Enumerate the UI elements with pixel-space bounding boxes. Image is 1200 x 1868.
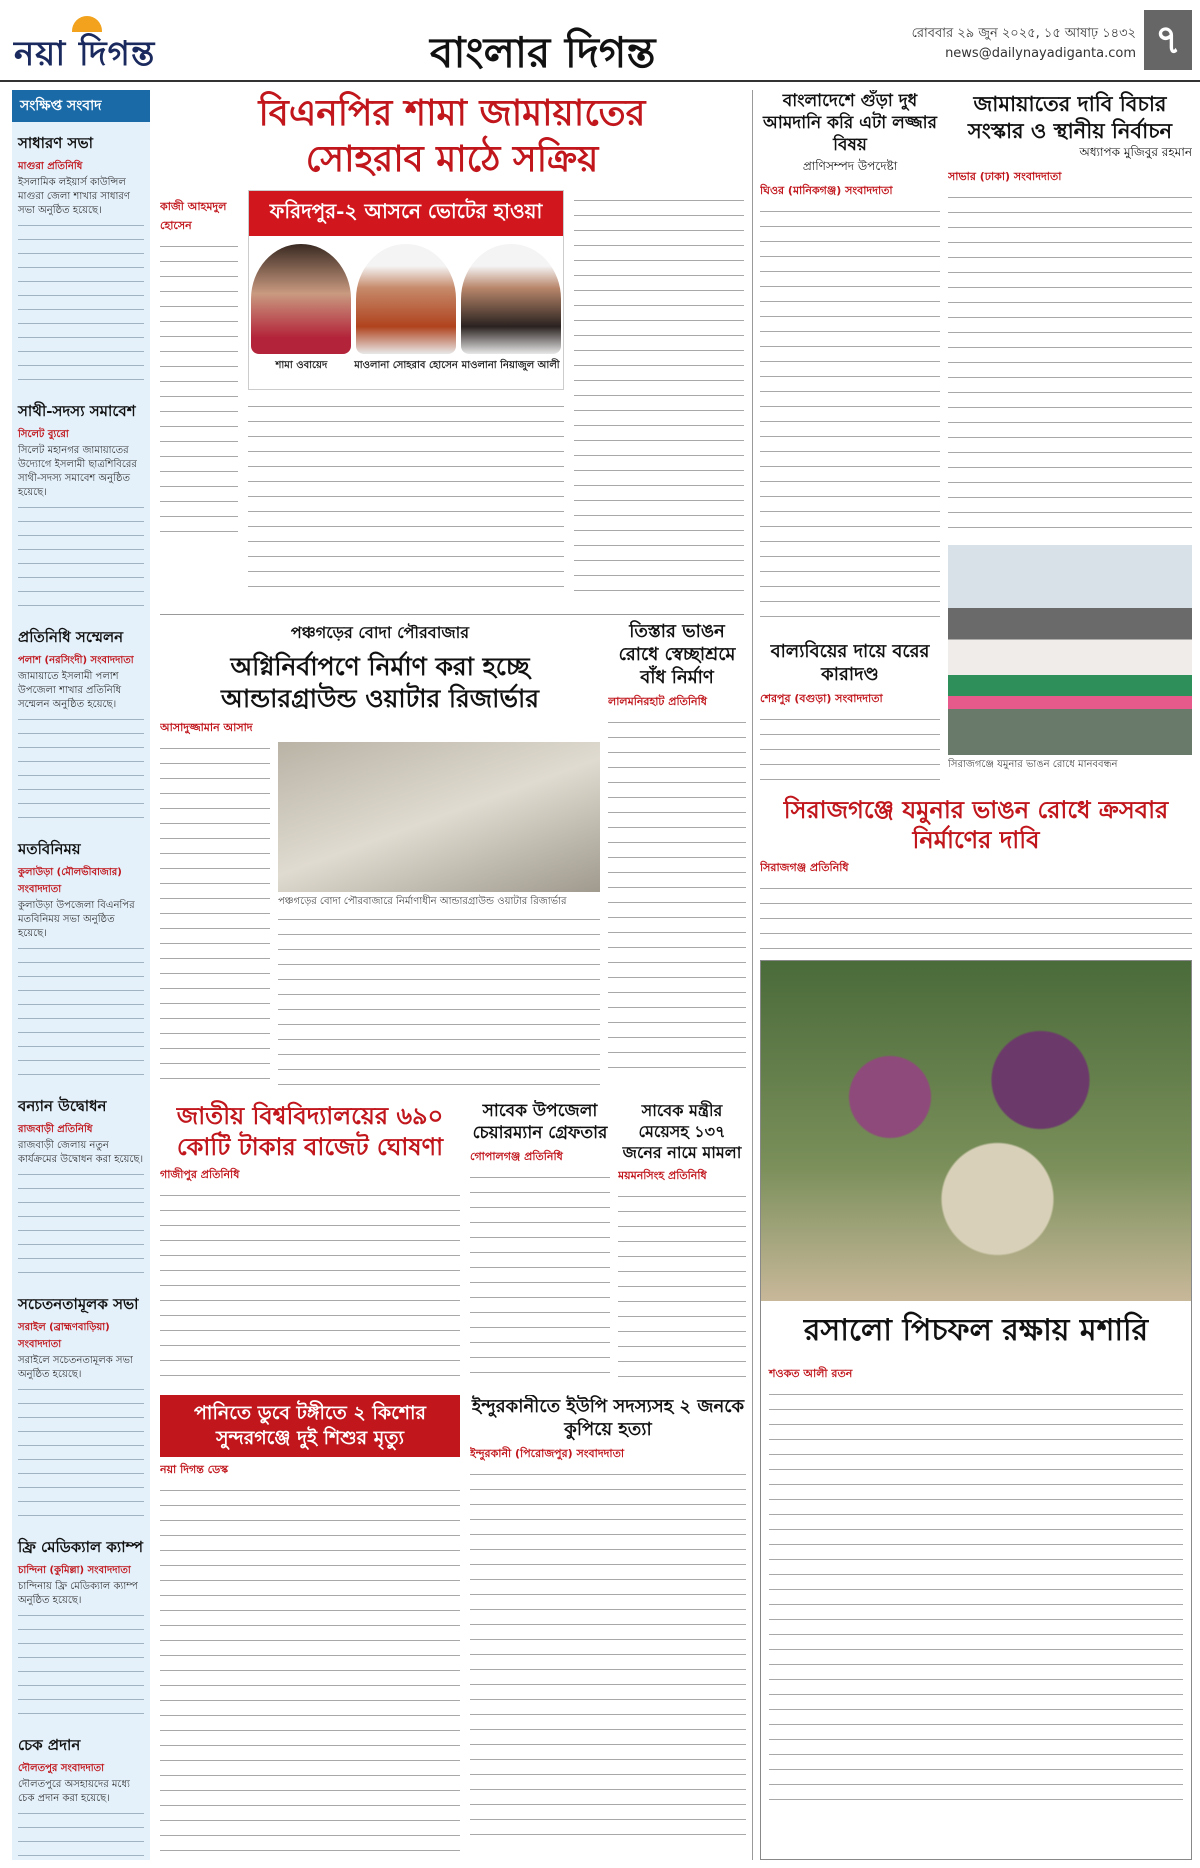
chairman-arrest-story[interactable] [470,1100,610,1390]
human-chain-photo-block[interactable] [948,545,1192,785]
jamaat-headline: জামায়াতের দাবি বিচার সংস্কার ও স্থানীয় নির্বাচন [967,91,1173,143]
candidates-graphic [248,190,564,390]
reservoir-body-text [160,742,270,1090]
brief-item[interactable] [12,1283,150,1526]
section-rule [160,614,744,615]
brief-body-lines [18,220,144,388]
stabbing-byline: ইন্দুরকানী (পিরোজপুর) সংবাদদাতা [470,1447,625,1460]
brief-item[interactable] [12,1085,150,1283]
milk-body-text [760,205,940,630]
brief-byline: রাজবাড়ী প্রতিনিধি [18,1124,93,1135]
sirajganj-story[interactable] [760,795,1192,950]
candidate-name: মাওলানা সোহরাব হোসেন [354,360,458,371]
chairman-body-text [470,1171,610,1381]
candidate-photo [356,244,456,354]
stabbing-story[interactable] [470,1395,746,1860]
masthead [0,0,1200,82]
brief-text: সিলেট মহানগর জামায়াতের উদ্যোগে ইসলামী ছাত্রশিবিরের সাথী-সদস্য সমাবেশ অনুষ্ঠিত হয়েছে। [18,445,137,498]
candidate-name: শামা ওবায়েদ [275,360,328,371]
reservoir-kicker: পঞ্চগড়ের বোদা পৌরবাজার [290,623,470,642]
chairman-byline: গোপালগঞ্জ প্রতিনিধি [470,1150,563,1163]
minister-case-story[interactable] [618,1100,746,1390]
jamaat-byline: সাভার (ঢাকা) সংবাদদাতা [948,170,1062,183]
candidate-card [354,244,459,375]
child-marriage-headline: বাল্যবিয়ের দায়ে বরের কারাদণ্ড [770,641,930,685]
dateline [912,24,1136,64]
issue-date: রোববার ২৯ জুন ২০২৫, ১৫ আষাঢ় ১৪৩২ [911,26,1136,41]
brief-text: জামায়াতে ইসলামী পলাশ উপজেলা শাখার প্রতিনিধি সম্মেলন অনুষ্ঠিত হয়েছে। [18,671,122,710]
section-title: বাংলার দিগন্ত [430,28,656,77]
lychee-feature[interactable] [760,960,1192,1860]
brief-body-lines [18,943,144,1083]
lead-byline: কাজী আহমদুল হোসেন [160,200,227,232]
contact-email[interactable]: news@dailynayadiganta.com [945,46,1136,61]
brief-body-lines [18,1384,144,1524]
brief-item[interactable] [12,1526,150,1724]
drowning-headline-box [160,1395,460,1457]
milk-import-story[interactable] [760,90,940,630]
budget-body-text [160,1189,460,1385]
minister-headline: সাবেক মন্ত্রীর মেয়েসহ ১৩৭ জনের নামে মামলা [622,1101,742,1162]
lead-body-text [574,194,744,594]
milk-headline: বাংলাদেশে গুঁড়া দুধ আমদানি করি এটা লজ্জার বিষয় [763,91,937,155]
brief-title: ফ্রি মেডিক্যাল ক্যাম্প [18,1538,143,1556]
brief-byline: চান্দিনা (কুমিল্লা) সংবাদদাতা [18,1565,131,1576]
child-marriage-byline: শেরপুর (বগুড়া) সংবাদদাতা [760,692,883,705]
brief-title: প্রতিনিধি সম্মেলন [18,628,124,646]
drowning-headline: পানিতে ডুবে টঙ্গীতে ২ কিশোর সুন্দরগঞ্জে দুই শিশুর মৃত্যু [194,1402,426,1449]
human-chain-photo [948,545,1192,755]
lychee-headline: রসালো পিচফল রক্ষায় মশারি [803,1313,1149,1348]
brief-title: সাথী-সদস্য সমাবেশ [18,402,136,420]
brief-byline: কুলাউড়া (মৌলভীবাজার) সংবাদদাতা [18,867,122,895]
sirajganj-body-text [760,882,1192,950]
candidate-card [249,244,354,375]
stabbing-headline: ইন্দুরকানীতে ইউপি সদস্যসহ ২ জনকে কুপিয়ে হত্যা [471,1396,745,1440]
brief-byline: সরাইল (ব্রাহ্মণবাড়িয়া) সংবাদদাতা [18,1322,110,1350]
brief-item[interactable] [12,616,150,828]
brief-body-lines [18,1808,144,1860]
brief-byline: পলাশ (নরসিংদী) সংবাদদাতা [18,655,134,666]
candidate-photo [251,244,351,354]
lychee-byline: শওকত আলী রতন [769,1367,853,1380]
brief-text: কুলাউড়া উপজেলা বিএনপির মতবিনিময় সভা অনুষ্ঠিত হয়েছে। [18,900,135,939]
brief-byline: দৌলতপুর সংবাদদাতা [18,1763,105,1774]
teesta-erosion-story[interactable] [608,620,746,1090]
lead-body-text [248,400,564,600]
child-marriage-body-text [760,713,940,790]
stabbing-body-text [470,1468,746,1848]
logo-text: নয়া দিগন্ত [14,34,156,74]
candidate-name: মাওলানা নিয়াজুল আলী [461,360,560,371]
budget-headline: জাতীয় বিশ্ববিদ্যালয়ের ৬৯০ কোটি টাকার বাজেট ঘোষণা [176,1101,444,1161]
reservoir-headline: অগ্নিনির্বাপণে নির্মাণ করা হচ্ছে আন্ডারগ্রাউন্ড ওয়াটার রিজার্ভার [220,652,540,713]
brief-text: চান্দিনায় ফ্রি মেডিক্যাল ক্যাম্প অনুষ্ঠিত হয়েছে। [18,1581,138,1606]
column-rule [752,90,753,1860]
lead-headline-line-2: সোহরাব মাঠে সক্রিয় [305,138,599,180]
chairman-headline: সাবেক উপজেলা চেয়ারম্যান গ্রেফতার [472,1101,608,1143]
minister-byline: ময়মনসিংহ প্রতিনিধি [618,1169,707,1182]
teesta-headline: তিস্তার ভাঙন রোধে স্বেচ্ছাশ্রমে বাঁধ নির্মাণ [618,621,736,688]
brief-item[interactable] [12,1724,150,1860]
brief-title: বন্যান উদ্বোধন [18,1097,107,1115]
lead-story[interactable] [160,90,744,610]
constituency-banner: ফরিদপুর-২ আসনে ভোটের হাওয়া [249,191,563,236]
reservoir-byline: আসাদুজ্জামান আসাদ [160,721,253,734]
milk-byline: ঘিওর (মানিকগঞ্জ) সংবাদদাতা [760,184,893,197]
teesta-body-text [608,716,746,1076]
brief-text: রাজবাড়ী জেলায় নতুন কার্যক্রমের উদ্বোধন করা হয়েছে। [18,1140,144,1165]
brief-item[interactable] [12,828,150,1085]
lead-body-text [160,240,238,540]
candidate-photo [461,244,561,354]
sirajganj-byline: সিরাজগঞ্জ প্রতিনিধি [760,861,849,874]
newspaper-logo[interactable] [14,14,204,74]
lychee-body-text [769,1388,1183,1808]
briefs-header: সংক্ষিপ্ত সংবাদ [12,90,150,122]
drowning-story[interactable] [160,1395,460,1860]
milk-subhead: প্রাণিসম্পদ উপদেষ্টা [802,159,898,173]
teesta-byline: লালমনিরহাট প্রতিনিধি [608,695,707,708]
university-budget-story[interactable] [160,1100,460,1385]
reservoir-caption: পঞ্চগড়ের বোদা পৌরবাজারে নির্মাণাধীন আন্ডারগ্রাউন্ড ওয়াটার রিজার্ভার [278,896,567,907]
brief-title: মতবিনিময় [18,840,81,858]
jamaat-body-text [948,191,1192,531]
lychee-net-photo [761,961,1191,1301]
brief-byline: মাগুরা প্রতিনিধি [18,161,83,172]
brief-title: সচেতনতামূলক সভা [18,1295,139,1313]
budget-byline: গাজীপুর প্রতিনিধি [160,1168,240,1181]
brief-body-lines [18,1610,144,1722]
jamaat-demand-story[interactable] [948,90,1192,540]
brief-body-lines [18,714,144,826]
minister-body-text [618,1190,746,1380]
sirajganj-headline: সিরাজগঞ্জে যমুনার ভাঙন রোধে ক্রসবার নির্মাণের দাবি [783,795,1169,854]
brief-text: ইসলামিক লইয়ার্স কাউন্সিল মাগুরা জেলা শাখার সাধারণ সভা অনুষ্ঠিত হয়েছে। [18,177,130,216]
brief-title: সাধারণ সভা [18,134,93,152]
candidate-card [458,244,563,375]
brief-text: সরাইলে সচেতনতামূলক সভা অনুষ্ঠিত হয়েছে। [18,1355,133,1380]
drowning-byline: নয়া দিগন্ত ডেস্ক [160,1463,229,1476]
lead-headline-line-1: বিএনপির শামা জামায়াতের [258,92,646,134]
brief-item[interactable] [12,122,150,390]
water-reservoir-story[interactable] [160,620,600,1090]
brief-title: চেক প্রদান [18,1736,81,1754]
jamaat-author: অধ্যাপক মুজিবুর রহমান [1079,145,1192,159]
drowning-body-text [160,1484,460,1860]
reservoir-body-text [278,913,600,1090]
brief-body-lines [18,1169,144,1281]
brief-text: দৌলতপুরে অসহায়দের মধ্যে চেক প্রদান করা হয়েছে। [18,1779,130,1804]
reservoir-photo [278,742,600,892]
brief-item[interactable] [12,390,150,616]
page-number: ৭ [1144,10,1192,70]
child-marriage-story[interactable] [760,640,940,790]
brief-body-lines [18,502,144,614]
brief-byline: সিলেট ব্যুরো [18,429,69,440]
news-briefs-column [12,90,150,1860]
human-chain-caption: সিরাজগঞ্জে যমুনার ভাঙন রোধে মানববন্ধন [948,759,1118,770]
